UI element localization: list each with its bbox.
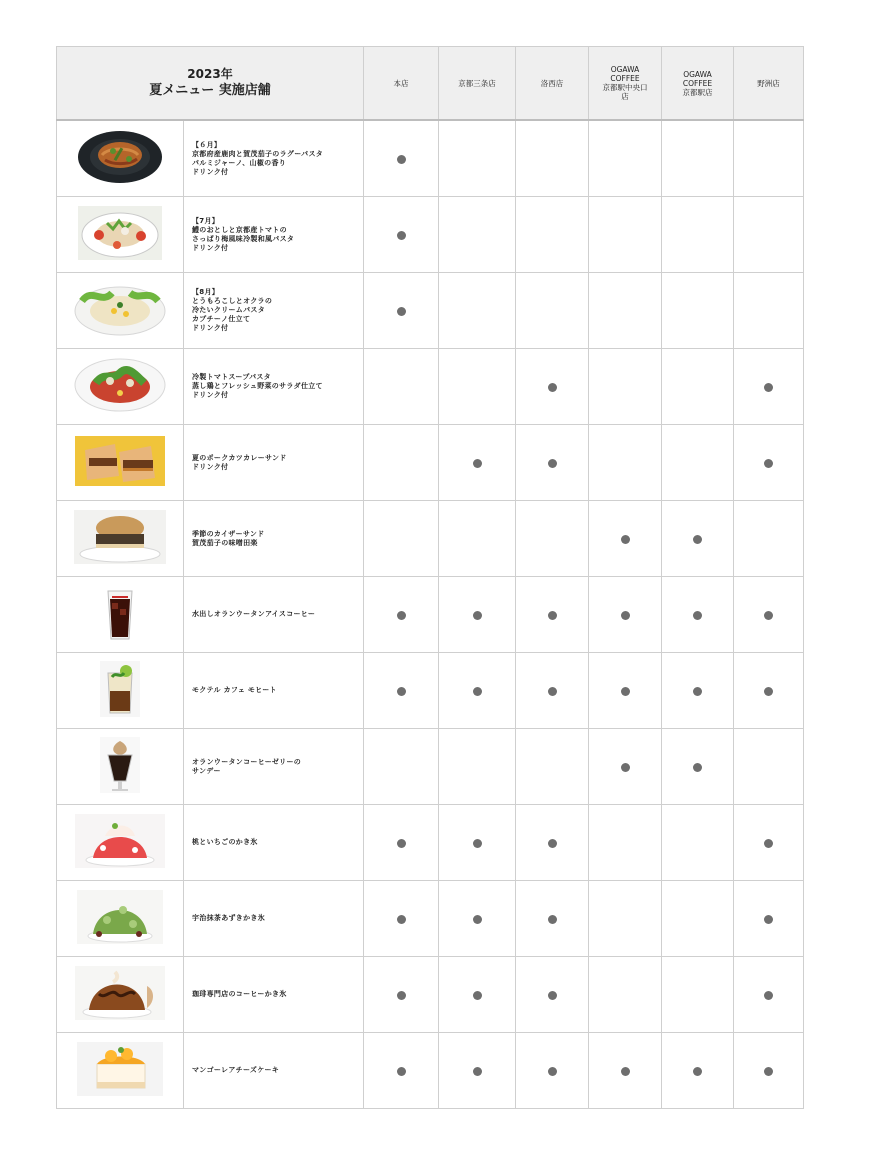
availability-cell <box>734 1033 804 1109</box>
availability-cell <box>364 197 439 273</box>
menu-item-name-line: オランウータンコーヒーゼリーの <box>192 757 302 766</box>
menu-item-name-line: ドリンク付 <box>192 462 229 471</box>
availability-cell <box>589 1033 662 1109</box>
available-dot-icon <box>548 611 557 620</box>
available-dot-icon <box>397 839 406 848</box>
header-row <box>57 47 804 121</box>
available-dot-icon <box>473 611 482 620</box>
menu-store-table <box>56 46 804 1109</box>
table-row <box>57 957 804 1033</box>
table-row <box>57 425 804 501</box>
menu-item-name <box>184 425 364 501</box>
availability-cell <box>662 729 734 805</box>
available-dot-icon <box>473 459 482 468</box>
menu-item-name-line: 【7月】 <box>192 216 220 225</box>
dark-plate-pasta-image <box>77 129 163 189</box>
available-dot-icon <box>764 915 773 924</box>
matcha-ice-image <box>77 890 163 948</box>
menu-item-name <box>184 653 364 729</box>
availability-cell <box>662 881 734 957</box>
availability-cell <box>439 729 516 805</box>
availability-cell <box>662 577 734 653</box>
available-dot-icon <box>764 991 773 1000</box>
title-year: 2023年 <box>187 67 233 81</box>
availability-cell <box>734 197 804 273</box>
menu-item-name-line: 宇治抹茶あずきかき氷 <box>192 914 265 922</box>
menu-item-photo <box>57 501 184 577</box>
available-dot-icon <box>621 763 630 772</box>
availability-cell <box>516 349 589 425</box>
menu-item-photo <box>57 1033 184 1109</box>
table-row <box>57 577 804 653</box>
available-dot-icon <box>764 383 773 392</box>
store-header-kyoto-station-central: OGAWA COFFEE 京都駅中央口 店 <box>589 47 662 121</box>
available-dot-icon <box>693 1067 702 1076</box>
availability-cell <box>734 425 804 501</box>
table-row <box>57 653 804 729</box>
available-dot-icon <box>621 687 630 696</box>
available-dot-icon <box>693 763 702 772</box>
menu-item-name <box>184 273 364 349</box>
availability-cell <box>589 349 662 425</box>
available-dot-icon <box>693 611 702 620</box>
available-dot-icon <box>764 611 773 620</box>
available-dot-icon <box>473 1067 482 1076</box>
store-header-rakusai: 洛西店 <box>516 47 589 121</box>
menu-item-name-line: 珈琲専門店のコーヒーかき氷 <box>192 990 287 998</box>
availability-cell <box>364 349 439 425</box>
available-dot-icon <box>548 915 557 924</box>
availability-cell <box>589 805 662 881</box>
availability-cell <box>516 425 589 501</box>
menu-item-photo <box>57 349 184 425</box>
available-dot-icon <box>693 687 702 696</box>
store-header-kyoto-station: OGAWA COFFEE 京都駅店 <box>662 47 734 121</box>
available-dot-icon <box>397 1067 406 1076</box>
availability-cell <box>734 729 804 805</box>
availability-cell <box>439 120 516 197</box>
availability-cell <box>662 197 734 273</box>
availability-cell <box>589 881 662 957</box>
menu-item-photo <box>57 881 184 957</box>
katsu-sandwich-image <box>75 436 165 490</box>
available-dot-icon <box>764 1067 773 1076</box>
menu-item-name-line: 【６月】 <box>192 140 222 149</box>
availability-cell <box>364 881 439 957</box>
availability-cell <box>734 577 804 653</box>
menu-item-photo <box>57 577 184 653</box>
availability-cell <box>589 425 662 501</box>
menu-item-name-line: とうもろこしとオクラの <box>192 297 273 305</box>
salad-pasta-image <box>74 357 166 417</box>
menu-item-name <box>184 349 364 425</box>
availability-cell <box>439 577 516 653</box>
available-dot-icon <box>621 535 630 544</box>
availability-cell <box>516 197 589 273</box>
store-header-yasu: 野洲店 <box>734 47 804 121</box>
menu-item-name-line: 水出しオランウータンアイスコーヒー <box>192 610 316 618</box>
available-dot-icon <box>548 383 557 392</box>
availability-cell <box>364 120 439 197</box>
availability-cell <box>439 349 516 425</box>
available-dot-icon <box>764 839 773 848</box>
menu-item-name-line: カプチーノ仕立て <box>192 315 251 323</box>
availability-cell <box>662 425 734 501</box>
store-header-honten: 本店 <box>364 47 439 121</box>
menu-item-name-line: サンデー <box>192 766 221 775</box>
coffee-jelly-sundae-image <box>100 737 140 797</box>
availability-cell <box>439 653 516 729</box>
availability-cell <box>734 349 804 425</box>
table-row <box>57 349 804 425</box>
availability-cell <box>516 729 589 805</box>
menu-item-name <box>184 881 364 957</box>
cream-pasta-greens-image <box>74 281 166 341</box>
menu-item-name-line: マンゴーレアチーズケーキ <box>192 1066 280 1074</box>
available-dot-icon <box>693 535 702 544</box>
availability-cell <box>516 653 589 729</box>
availability-cell <box>589 120 662 197</box>
availability-cell <box>589 577 662 653</box>
menu-item-name <box>184 197 364 273</box>
availability-cell <box>516 273 589 349</box>
mojito-image <box>100 661 140 721</box>
availability-cell <box>734 653 804 729</box>
table-row <box>57 273 804 349</box>
availability-cell <box>364 1033 439 1109</box>
iced-coffee-image <box>100 585 140 645</box>
availability-cell <box>662 1033 734 1109</box>
availability-cell <box>364 501 439 577</box>
availability-cell <box>734 957 804 1033</box>
availability-cell <box>662 273 734 349</box>
available-dot-icon <box>397 155 406 164</box>
table-row <box>57 197 804 273</box>
availability-cell <box>589 501 662 577</box>
available-dot-icon <box>397 307 406 316</box>
available-dot-icon <box>764 459 773 468</box>
menu-item-name-line: ドリンク付 <box>192 167 229 176</box>
available-dot-icon <box>397 687 406 696</box>
store-header-sanjo: 京都三条店 <box>439 47 516 121</box>
availability-cell <box>662 957 734 1033</box>
availability-cell <box>364 957 439 1033</box>
menu-item-name <box>184 577 364 653</box>
available-dot-icon <box>548 1067 557 1076</box>
availability-cell <box>439 425 516 501</box>
menu-item-name-line: ドリンク付 <box>192 243 229 252</box>
table-row <box>57 881 804 957</box>
availability-cell <box>589 957 662 1033</box>
menu-item-name <box>184 729 364 805</box>
availability-cell <box>364 729 439 805</box>
available-dot-icon <box>621 611 630 620</box>
available-dot-icon <box>473 839 482 848</box>
availability-cell <box>516 1033 589 1109</box>
table-row <box>57 729 804 805</box>
availability-cell <box>516 120 589 197</box>
menu-item-name-line: さっぱり梅風味冷製和風パスタ <box>192 234 295 243</box>
available-dot-icon <box>548 991 557 1000</box>
availability-cell <box>439 1033 516 1109</box>
kaiser-sandwich-image <box>74 510 166 568</box>
menu-item-name <box>184 957 364 1033</box>
availability-cell <box>516 501 589 577</box>
table-row <box>57 120 804 197</box>
menu-item-name-line: 冷たいクリームパスタ <box>192 306 265 314</box>
menu-item-name <box>184 120 364 197</box>
table-row <box>57 1033 804 1109</box>
availability-cell <box>662 120 734 197</box>
availability-cell <box>439 273 516 349</box>
availability-cell <box>734 120 804 197</box>
availability-cell <box>364 653 439 729</box>
table-row <box>57 501 804 577</box>
menu-item-photo <box>57 957 184 1033</box>
availability-cell <box>734 501 804 577</box>
available-dot-icon <box>764 687 773 696</box>
table-title <box>57 47 364 121</box>
menu-item-photo <box>57 805 184 881</box>
menu-item-photo <box>57 425 184 501</box>
menu-item-photo <box>57 273 184 349</box>
availability-cell <box>364 425 439 501</box>
available-dot-icon <box>473 991 482 1000</box>
availability-cell <box>516 805 589 881</box>
available-dot-icon <box>397 915 406 924</box>
availability-cell <box>439 197 516 273</box>
availability-cell <box>589 197 662 273</box>
availability-cell <box>662 349 734 425</box>
menu-item-name-line: ドリンク付 <box>192 324 229 332</box>
availability-cell <box>589 653 662 729</box>
menu-item-name-line: 鱧のおとしと京都産トマトの <box>192 225 287 234</box>
menu-item-name-line: 蒸し鶏とフレッシュ野菜のサラダ仕立て <box>192 382 323 390</box>
availability-cell <box>589 729 662 805</box>
available-dot-icon <box>473 687 482 696</box>
availability-cell <box>439 881 516 957</box>
availability-cell <box>516 957 589 1033</box>
title-main: 夏メニュー 実施店舗 <box>149 83 271 98</box>
availability-cell <box>662 653 734 729</box>
available-dot-icon <box>548 459 557 468</box>
peach-strawberry-ice-image <box>75 814 165 872</box>
availability-cell <box>662 501 734 577</box>
availability-cell <box>439 501 516 577</box>
menu-item-name <box>184 501 364 577</box>
menu-item-photo <box>57 729 184 805</box>
menu-item-name-line: パルミジャーノ、山椒の香り <box>192 158 287 167</box>
availability-cell <box>364 273 439 349</box>
menu-item-name-line: モクテル カフェ モヒート <box>192 686 277 694</box>
menu-item-name <box>184 805 364 881</box>
available-dot-icon <box>621 1067 630 1076</box>
menu-item-name <box>184 1033 364 1109</box>
coffee-ice-image <box>75 966 165 1024</box>
menu-item-name-line: 【8月】 <box>192 288 220 296</box>
menu-item-name-line: 冷製トマトスープパスタ <box>192 373 271 381</box>
availability-cell <box>734 881 804 957</box>
menu-item-name-line: 賀茂茄子の味噌田楽 <box>192 538 258 547</box>
availability-cell <box>516 881 589 957</box>
table-row <box>57 805 804 881</box>
availability-cell <box>734 805 804 881</box>
menu-item-name-line: 桃といちごのかき氷 <box>192 838 258 846</box>
availability-cell <box>589 273 662 349</box>
mango-cheesecake-image <box>77 1042 163 1100</box>
cold-pasta-tomato-image <box>77 205 163 265</box>
menu-item-photo <box>57 120 184 197</box>
availability-cell <box>516 577 589 653</box>
menu-item-name-line: 京都府産鹿肉と賀茂茄子のラグーパスタ <box>192 149 324 158</box>
available-dot-icon <box>473 915 482 924</box>
menu-item-name-line: 季節のカイザーサンド <box>192 529 265 538</box>
menu-item-photo <box>57 653 184 729</box>
availability-cell <box>364 577 439 653</box>
availability-cell <box>734 273 804 349</box>
availability-cell <box>364 805 439 881</box>
available-dot-icon <box>397 231 406 240</box>
menu-item-name-line: ドリンク付 <box>192 391 229 399</box>
availability-cell <box>662 805 734 881</box>
menu-item-photo <box>57 197 184 273</box>
availability-cell <box>439 805 516 881</box>
available-dot-icon <box>548 839 557 848</box>
menu-item-name-line: 夏のポークカツカレーサンド <box>192 453 287 462</box>
availability-cell <box>439 957 516 1033</box>
available-dot-icon <box>397 991 406 1000</box>
available-dot-icon <box>548 687 557 696</box>
available-dot-icon <box>397 611 406 620</box>
